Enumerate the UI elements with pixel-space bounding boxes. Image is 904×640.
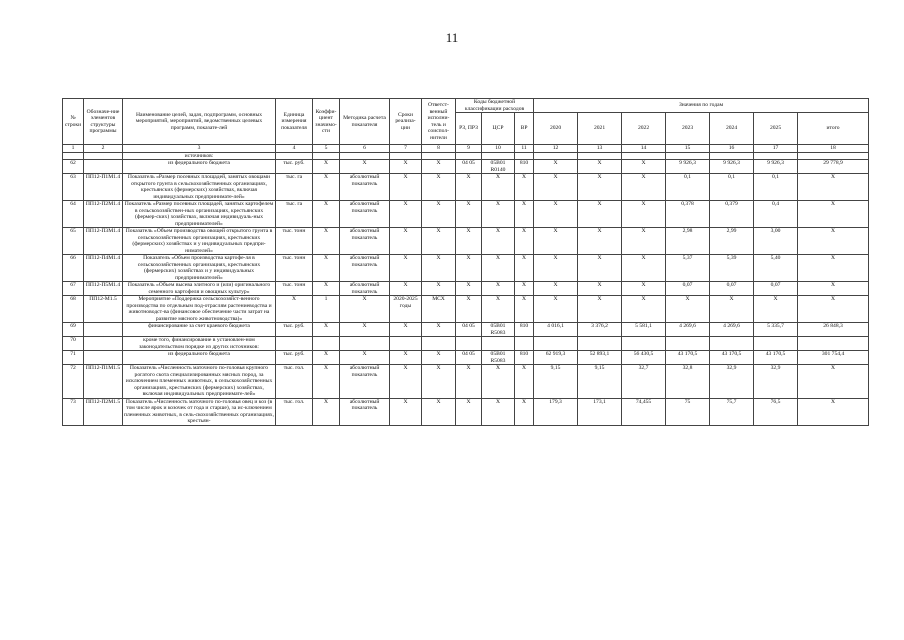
column-number: 12 xyxy=(534,145,578,153)
value-2020: X xyxy=(534,160,578,174)
value-2025 xyxy=(754,152,798,160)
code-vr: X xyxy=(515,255,534,282)
value-2025: 0,07 xyxy=(754,282,798,296)
table-row xyxy=(63,228,869,255)
value-2024: 43 170,5 xyxy=(710,351,754,365)
value-2022: X xyxy=(622,228,666,255)
code-csr: 05В01 R5083 xyxy=(482,323,515,337)
code-csr: 05В01 R0140 xyxy=(482,160,515,174)
value-2021 xyxy=(578,337,622,351)
row-name: Показатель «Объем высева элитного и (или) оригинального семенного картофеля и овощных культур» xyxy=(123,282,276,296)
element-code: ПП12-П2М1.5 xyxy=(84,398,123,425)
code-vr xyxy=(515,337,534,351)
table-row xyxy=(63,152,869,160)
header-name: Наименование целей, задач, подпрограмм, основных мероприятий, мероприятий, ведомственных целевых программ, показате-лей xyxy=(123,99,276,145)
element-code: ПП12-П3М1.4 xyxy=(84,228,123,255)
code-rz: 04 05 xyxy=(456,160,482,174)
value-total: X xyxy=(798,398,869,425)
term: X xyxy=(390,398,422,425)
method: X xyxy=(340,296,390,323)
element-code: ПП12-П2М1.4 xyxy=(84,201,123,228)
element-code xyxy=(84,160,123,174)
value-2021 xyxy=(578,152,622,160)
row-number: 62 xyxy=(63,160,84,174)
header-term: Сроки реализа-ции xyxy=(390,99,422,145)
value-2023: 32,8 xyxy=(666,365,710,399)
code-vr: X xyxy=(515,228,534,255)
table-row xyxy=(63,365,869,399)
value-2024 xyxy=(710,152,754,160)
row-number: 71 xyxy=(63,351,84,365)
value-2024: 0,1 xyxy=(710,174,754,201)
value-total xyxy=(798,337,869,351)
code-csr: X xyxy=(482,282,515,296)
value-2025: 0,4 xyxy=(754,201,798,228)
column-number-row xyxy=(63,145,869,153)
coefficient xyxy=(313,337,340,351)
coefficient: X xyxy=(313,323,340,337)
header-unit: Единица измерения показателя xyxy=(276,99,313,145)
column-number: 5 xyxy=(313,145,340,153)
value-2022 xyxy=(622,337,666,351)
row-number: 69 xyxy=(63,323,84,337)
header-executor: Ответст-венный исполни-тель и соиспол-нители xyxy=(422,99,456,145)
row-number: 68 xyxy=(63,296,84,323)
column-number: 17 xyxy=(754,145,798,153)
unit: тыс. тонн xyxy=(276,282,313,296)
value-2025 xyxy=(754,337,798,351)
value-2024: 75,7 xyxy=(710,398,754,425)
code-csr: X xyxy=(482,255,515,282)
value-2022: 56 430,5 xyxy=(622,351,666,365)
value-2024 xyxy=(710,337,754,351)
value-2025: X xyxy=(754,296,798,323)
header-vr: ВР xyxy=(515,113,534,145)
term: X xyxy=(390,282,422,296)
header-num: № строки xyxy=(63,99,84,145)
column-number: 14 xyxy=(622,145,666,153)
column-number: 6 xyxy=(340,145,390,153)
executor: X xyxy=(422,282,456,296)
value-2020: 62 919,3 xyxy=(534,351,578,365)
executor: X xyxy=(422,351,456,365)
budget-table xyxy=(62,98,869,426)
executor: X xyxy=(422,160,456,174)
element-code: ПП12-П4М1.4 xyxy=(84,255,123,282)
executor: МСХ xyxy=(422,296,456,323)
value-2021: 52 893,1 xyxy=(578,351,622,365)
value-2024: 2,99 xyxy=(710,228,754,255)
value-total: X xyxy=(798,365,869,399)
coefficient: X xyxy=(313,255,340,282)
value-2025: 3,00 xyxy=(754,228,798,255)
table-row xyxy=(63,174,869,201)
coefficient: X xyxy=(313,228,340,255)
executor: X xyxy=(422,201,456,228)
header-coef: Коэффи-циент значимо-сти xyxy=(313,99,340,145)
code-rz xyxy=(456,152,482,160)
header-year: 2024 xyxy=(710,113,754,145)
value-2025: 32,9 xyxy=(754,365,798,399)
method: абсолютный показатель xyxy=(340,255,390,282)
value-2020: 179,3 xyxy=(534,398,578,425)
value-2021: 3 376,2 xyxy=(578,323,622,337)
value-2024: 0,379 xyxy=(710,201,754,228)
column-number: 1 xyxy=(63,145,84,153)
term: 2020-2025 годы xyxy=(390,296,422,323)
value-2020: X xyxy=(534,282,578,296)
code-csr: 05В01 R5083 xyxy=(482,351,515,365)
page-number: 11 xyxy=(445,30,459,45)
table-row xyxy=(63,160,869,174)
value-total: X xyxy=(798,296,869,323)
value-2022: X xyxy=(622,296,666,323)
value-2021: X xyxy=(578,174,622,201)
row-number: 67 xyxy=(63,282,84,296)
value-2025: 9 926,3 xyxy=(754,160,798,174)
value-2020 xyxy=(534,337,578,351)
value-2024: X xyxy=(710,296,754,323)
value-2023: 43 170,5 xyxy=(666,351,710,365)
method: абсолютный показатель xyxy=(340,201,390,228)
unit: тыс. тонн xyxy=(276,228,313,255)
value-2020: X xyxy=(534,201,578,228)
method xyxy=(340,337,390,351)
code-csr: X xyxy=(482,228,515,255)
row-name: Показатель «Размер посевных площадей, занятых овощами открытого грунта в сельскохозяйственных организациях, крестьянских (фермерских) хозяйствах, включая индивидуальных предпринимате-лей» xyxy=(123,174,276,201)
value-2023: 2,98 xyxy=(666,228,710,255)
row-number: 73 xyxy=(63,398,84,425)
method: абсолютный показатель xyxy=(340,174,390,201)
value-total: X xyxy=(798,201,869,228)
row-number: 70 xyxy=(63,337,84,351)
row-number: 63 xyxy=(63,174,84,201)
value-2021: X xyxy=(578,255,622,282)
value-2024: 32,9 xyxy=(710,365,754,399)
code-vr: 810 xyxy=(515,160,534,174)
coefficient: X xyxy=(313,282,340,296)
code-rz: X xyxy=(456,398,482,425)
code-rz: X xyxy=(456,296,482,323)
coefficient xyxy=(313,152,340,160)
executor: X xyxy=(422,398,456,425)
value-2020: X xyxy=(534,174,578,201)
code-vr xyxy=(515,152,534,160)
value-2021: X xyxy=(578,282,622,296)
value-total: X xyxy=(798,174,869,201)
column-number: 8 xyxy=(422,145,456,153)
code-csr: X xyxy=(482,365,515,399)
code-rz: X xyxy=(456,201,482,228)
coefficient: X xyxy=(313,201,340,228)
header-codes: Коды бюджетной классификации расходов xyxy=(456,99,534,113)
term: X xyxy=(390,365,422,399)
code-rz: X xyxy=(456,365,482,399)
value-2025: 5,40 xyxy=(754,255,798,282)
value-2023: 0,1 xyxy=(666,174,710,201)
coefficient: X xyxy=(313,174,340,201)
value-2024: 4 269,6 xyxy=(710,323,754,337)
value-2022 xyxy=(622,152,666,160)
term: X xyxy=(390,351,422,365)
term: X xyxy=(390,201,422,228)
element-code xyxy=(84,337,123,351)
code-rz: 04 05 xyxy=(456,323,482,337)
code-csr: X xyxy=(482,201,515,228)
value-total: X xyxy=(798,282,869,296)
value-2020: X xyxy=(534,228,578,255)
value-2023: 4 269,6 xyxy=(666,323,710,337)
code-rz: X xyxy=(456,255,482,282)
executor: X xyxy=(422,323,456,337)
element-code: ПП12-П1М1.5 xyxy=(84,365,123,399)
column-number: 7 xyxy=(390,145,422,153)
value-2025: 43 170,5 xyxy=(754,351,798,365)
value-2021: X xyxy=(578,296,622,323)
table-row xyxy=(63,296,869,323)
header-method: Методика расчета показателя xyxy=(340,99,390,145)
term: X xyxy=(390,228,422,255)
element-code: ПП12-П1М1.4 xyxy=(84,174,123,201)
column-number: 11 xyxy=(515,145,534,153)
column-number: 2 xyxy=(84,145,123,153)
value-2023: 0,378 xyxy=(666,201,710,228)
code-vr: X xyxy=(515,282,534,296)
term: X xyxy=(390,174,422,201)
unit: тыс. га xyxy=(276,174,313,201)
code-csr: X xyxy=(482,398,515,425)
value-2021: X xyxy=(578,228,622,255)
value-2021: X xyxy=(578,160,622,174)
code-csr: X xyxy=(482,296,515,323)
value-2022: X xyxy=(622,160,666,174)
table-body xyxy=(63,152,869,425)
unit: тыс. тонн xyxy=(276,255,313,282)
column-number: 15 xyxy=(666,145,710,153)
row-name: финансирование за счет краевого бюджета xyxy=(123,323,276,337)
value-2025: 0,1 xyxy=(754,174,798,201)
value-2022: X xyxy=(622,201,666,228)
row-name: Показатель «Объем производства овощей открытого грунта в сельскохозяйственных организациях, крестьянских (фермерских) хозяйствах и у индивидуальных предпри-нимателей» xyxy=(123,228,276,255)
unit xyxy=(276,152,313,160)
row-name: из федерального бюджета xyxy=(123,351,276,365)
value-2022: X xyxy=(622,174,666,201)
row-name: кроме того, финансирование в установлен-ном законодательством порядке из других источников: xyxy=(123,337,276,351)
value-2020: 9,15 xyxy=(534,365,578,399)
code-vr: 810 xyxy=(515,351,534,365)
row-number: 65 xyxy=(63,228,84,255)
term: X xyxy=(390,160,422,174)
value-2020 xyxy=(534,152,578,160)
header-values: Значения по годам xyxy=(534,99,869,113)
column-number: 10 xyxy=(482,145,515,153)
term: X xyxy=(390,323,422,337)
value-2022: 74,455 xyxy=(622,398,666,425)
element-code xyxy=(84,323,123,337)
value-2020: X xyxy=(534,296,578,323)
column-number: 4 xyxy=(276,145,313,153)
unit: тыс. руб. xyxy=(276,323,313,337)
element-code xyxy=(84,152,123,160)
value-2020: 4 016,1 xyxy=(534,323,578,337)
coefficient: X xyxy=(313,365,340,399)
element-code: ПП12-М1.5 xyxy=(84,296,123,323)
coefficient: X xyxy=(313,351,340,365)
code-vr: X xyxy=(515,296,534,323)
method: абсолютный показатель xyxy=(340,398,390,425)
table-row xyxy=(63,323,869,337)
row-number xyxy=(63,152,84,160)
column-number: 13 xyxy=(578,145,622,153)
method xyxy=(340,152,390,160)
coefficient: X xyxy=(313,160,340,174)
header-year: 2023 xyxy=(666,113,710,145)
value-2020: X xyxy=(534,255,578,282)
method: X xyxy=(340,351,390,365)
value-2023 xyxy=(666,152,710,160)
value-2023: 5,37 xyxy=(666,255,710,282)
executor xyxy=(422,152,456,160)
term xyxy=(390,337,422,351)
value-2021: 173,1 xyxy=(578,398,622,425)
code-vr: X xyxy=(515,365,534,399)
method: абсолютный показатель xyxy=(340,282,390,296)
unit: тыс. гол. xyxy=(276,398,313,425)
code-vr: X xyxy=(515,201,534,228)
header-rz: РЗ, ПРЗ xyxy=(456,113,482,145)
value-total: X xyxy=(798,255,869,282)
unit: тыс. гол. xyxy=(276,365,313,399)
row-name: Мероприятие «Поддержка сельскохозяйст-венного производства по отдельным под-отраслям растениеводства и животноводст-ва (финансовое обеспечение части затрат на развитие мясного животноводства)» xyxy=(123,296,276,323)
code-csr xyxy=(482,152,515,160)
value-2024: 9 926,3 xyxy=(710,160,754,174)
value-2022: X xyxy=(622,282,666,296)
element-code: ПП12-П5М1.4 xyxy=(84,282,123,296)
row-name: из федерального бюджета xyxy=(123,160,276,174)
term xyxy=(390,152,422,160)
value-total: X xyxy=(798,228,869,255)
method: абсолютный показатель xyxy=(340,228,390,255)
value-2021: X xyxy=(578,201,622,228)
executor: X xyxy=(422,255,456,282)
row-name: Показатель «Размер посевных площадей, занятых картофелем в сельскохозяйствен-ных организациях, крестьянских (фермер-ских) хозяйствах, включая индивидуаль-ных предпринимателей» xyxy=(123,201,276,228)
value-2024: 0,07 xyxy=(710,282,754,296)
table-row xyxy=(63,282,869,296)
unit: тыс. руб. xyxy=(276,351,313,365)
term: X xyxy=(390,255,422,282)
table-row xyxy=(63,255,869,282)
unit: тыс. руб. xyxy=(276,160,313,174)
value-2022: 5 581,1 xyxy=(622,323,666,337)
value-2023: 75 xyxy=(666,398,710,425)
executor: X xyxy=(422,228,456,255)
value-2022: X xyxy=(622,255,666,282)
value-total: 29 778,9 xyxy=(798,160,869,174)
coefficient: 1 xyxy=(313,296,340,323)
code-rz: X xyxy=(456,282,482,296)
header-element: Обозначе-ние элементов структуры программы xyxy=(84,99,123,145)
row-name: Показатель «Численность маточного по-головья овец и коз (в том числе ярок и козочек от года и старше), за ис-ключением племенных животных, в сель-скохозяйственных организациях, крестьян- xyxy=(124,398,274,424)
header-year: 2021 xyxy=(578,113,622,145)
method: X xyxy=(340,323,390,337)
executor: X xyxy=(422,365,456,399)
executor xyxy=(422,337,456,351)
code-vr: X xyxy=(515,174,534,201)
value-total: 301 754,4 xyxy=(798,351,869,365)
row-name: источников: xyxy=(123,152,276,160)
row-number: 66 xyxy=(63,255,84,282)
header-csr: ЦСР xyxy=(482,113,515,145)
table-row xyxy=(63,337,869,351)
column-number: 16 xyxy=(710,145,754,153)
value-2024: 5,39 xyxy=(710,255,754,282)
value-2023: 9 926,3 xyxy=(666,160,710,174)
row-name: Показатель «Объем производства картофе-ля в сельскохозяйственных организациях, крестьянских (фермерских) хозяйствах и у индивидуальных предпринимателей» xyxy=(123,255,276,282)
unit: тыс. га xyxy=(276,201,313,228)
column-number: 9 xyxy=(456,145,482,153)
unit: X xyxy=(276,296,313,323)
table-row xyxy=(63,201,869,228)
value-2023: X xyxy=(666,296,710,323)
code-rz xyxy=(456,337,482,351)
column-number: 18 xyxy=(798,145,869,153)
row-number: 72 xyxy=(63,365,84,399)
element-code xyxy=(84,351,123,365)
code-csr xyxy=(482,337,515,351)
code-rz: 04 05 xyxy=(456,351,482,365)
value-2023: 0,07 xyxy=(666,282,710,296)
code-csr: X xyxy=(482,174,515,201)
value-total xyxy=(798,152,869,160)
code-rz: X xyxy=(456,228,482,255)
value-2023 xyxy=(666,337,710,351)
coefficient: X xyxy=(313,398,340,425)
method: X xyxy=(340,160,390,174)
value-2025: 5 335,7 xyxy=(754,323,798,337)
value-2021: 9,15 xyxy=(578,365,622,399)
value-total: 26 848,3 xyxy=(798,323,869,337)
row-number: 64 xyxy=(63,201,84,228)
table-row xyxy=(63,351,869,365)
row-name: Показатель «Численность маточного по-головья крупного рогатого скота специализированных мясных пород, за исключением племенных животных, в сельскохозяйственных организациях, крестьянских (фермерских) хозяйствах, включая индивидуальных предпринимате-лей» xyxy=(123,365,276,399)
header-total: итого xyxy=(798,113,869,145)
value-2022: 32,7 xyxy=(622,365,666,399)
value-2025: 76,5 xyxy=(754,398,798,425)
unit xyxy=(276,337,313,351)
code-vr: 810 xyxy=(515,323,534,337)
code-vr: X xyxy=(515,398,534,425)
table-row xyxy=(63,398,869,425)
header-year: 2022 xyxy=(622,113,666,145)
table-header xyxy=(63,99,869,153)
executor: X xyxy=(422,174,456,201)
method: абсолютный показатель xyxy=(340,365,390,399)
header-year: 2020 xyxy=(534,113,578,145)
header-year: 2025 xyxy=(754,113,798,145)
code-rz: X xyxy=(456,174,482,201)
column-number: 3 xyxy=(123,145,276,153)
